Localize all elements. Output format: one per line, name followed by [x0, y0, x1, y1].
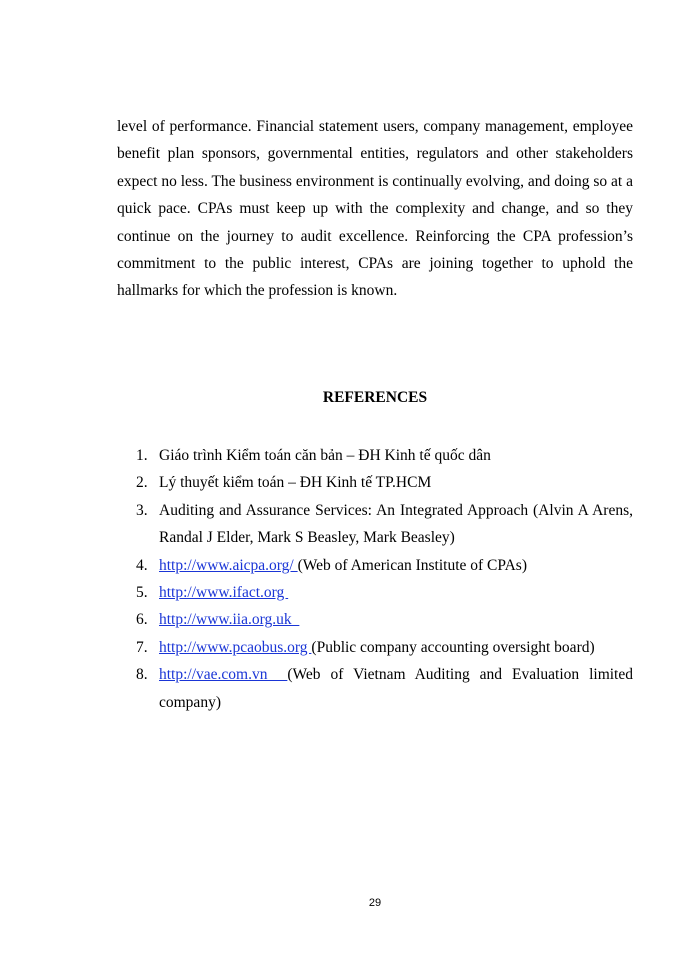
reference-item — [117, 579, 633, 606]
reference-number: 3. — [136, 501, 148, 519]
reference-text: Auditing and Assurance Services: An Integrated Approach (Alvin A Arens, Randal J Elder, Mark S Beasley, Mark Beasley) — [159, 501, 633, 547]
reference-link-vae[interactable]: http://vae.com.vn — [159, 666, 288, 684]
reference-link-aicpa[interactable]: http://www.aicpa.org/ — [159, 556, 298, 574]
page-number: 29 — [368, 897, 382, 909]
reference-link-iia[interactable]: http://www.iia.org.uk — [159, 611, 300, 629]
reference-number: 7. — [136, 638, 148, 656]
reference-number: 5. — [136, 584, 148, 602]
reference-text: Giáo trình Kiểm toán căn bản – ĐH Kinh tế quốc dân — [159, 447, 491, 464]
reference-number: 2. — [136, 474, 148, 492]
body-paragraph: level of performance. Financial statement users, company management, employee benefit plan sponsors, governmental entities, regulators and other stakeholders expect no less. The business environment is continually evolving, and doing so at a quick pace. CPAs must keep up with the complexity and change, and so they continue on the journey to audit excellence. Reinforcing the CPA profession’s commitment to the public interest, CPAs are joining together to uphold the hallmarks for which the profession is known. — [117, 118, 633, 300]
reference-item — [117, 552, 633, 579]
reference-link-ifact[interactable]: http://www.ifact.org — [159, 584, 289, 602]
reference-item — [117, 442, 633, 469]
reference-number: 6. — [136, 611, 148, 629]
reference-number: 1. — [136, 447, 148, 464]
reference-item — [117, 469, 633, 496]
reference-item — [117, 634, 633, 661]
reference-item — [117, 497, 633, 552]
references-list — [117, 442, 633, 716]
reference-text: (Web of Vietnam Auditing and Evaluation limited company) — [159, 666, 633, 711]
reference-number: 8. — [136, 666, 148, 684]
references-heading: REFERENCES — [322, 389, 428, 406]
reference-item — [117, 606, 633, 633]
reference-text: (Web of American Institute of CPAs) — [297, 556, 527, 574]
reference-text: Lý thuyết kiểm toán – ĐH Kinh tế TP.HCM — [159, 474, 432, 492]
reference-item — [117, 661, 633, 716]
reference-text: (Public company accounting oversight board) — [311, 638, 595, 656]
reference-link-pcaobus[interactable]: http://www.pcaobus.org — [159, 638, 312, 656]
reference-number: 4. — [136, 556, 148, 574]
